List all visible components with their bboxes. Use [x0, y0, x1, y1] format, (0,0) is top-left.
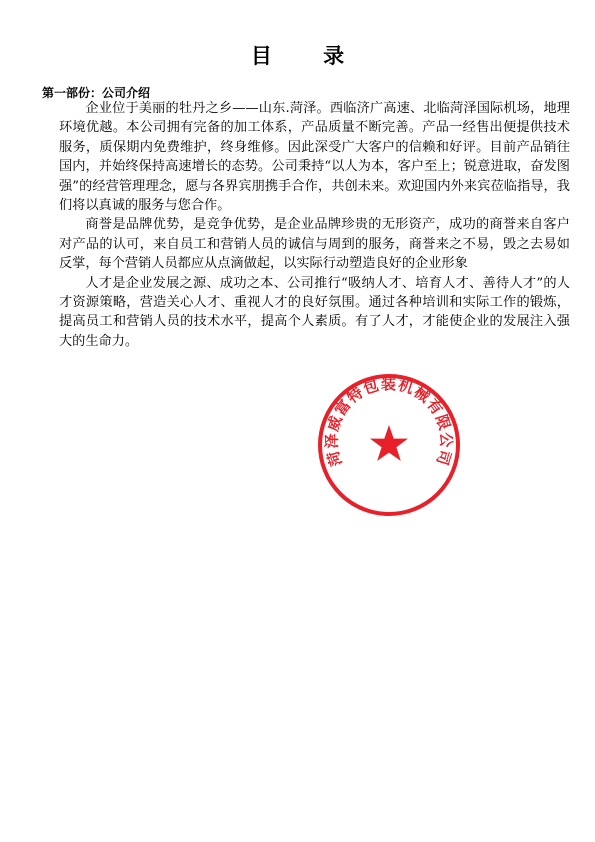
page-title: 目 录 [250, 44, 367, 68]
paragraph-reputation: 商誉是品牌优势，是竞争优势，是企业品牌珍贵的无形资产，成功的商誉来自客户对产品的认可，来自员工和营销人员的诚信与周到的服务，商誉来之不易，毁之去易如反掌，每个营销人员都应从点滴做起，以实际行动塑造良好的企业形象 [59, 217, 570, 272]
body-text [59, 99, 570, 351]
star-icon [370, 425, 408, 461]
section-heading: 第一部份：公司介绍 [42, 86, 151, 100]
paragraph-company-intro: 企业位于美丽的牡丹之乡——山东.菏泽。西临济广高速、北临菏泽国际机场，地理环境优越。本公司拥有完备的加工体系，产品质量不断完善。产品一经售出便提供技术服务，质保期内免费维护，终身维修。因此深受广大客户的信赖和好评。目前产品销往国内，并始终保持高速增长的态势。公司秉持“以人为本，客户至上；锐意进取，奋发图强”的经营管理理念，愿与各界宾朋携手合作，共创未来。欢迎国内外来宾莅临指导，我们将以真诚的服务与您合作。 [59, 101, 570, 214]
company-seal [316, 372, 462, 518]
paragraph-talent: 人才是企业发展之源、成功之本、公司推行“吸纳人才、培育人才、善待人才”的人才资源策略，营造关心人才、重视人才的良好氛围。通过各种培训和实际工作的锻炼，提高员工和营销人员的技术水平，提高个人素质。有了人才，才能使企业的发展注入强大的生命力。 [59, 275, 570, 349]
seal-text: 菏泽威富特包装机械有限公司 [322, 375, 456, 469]
